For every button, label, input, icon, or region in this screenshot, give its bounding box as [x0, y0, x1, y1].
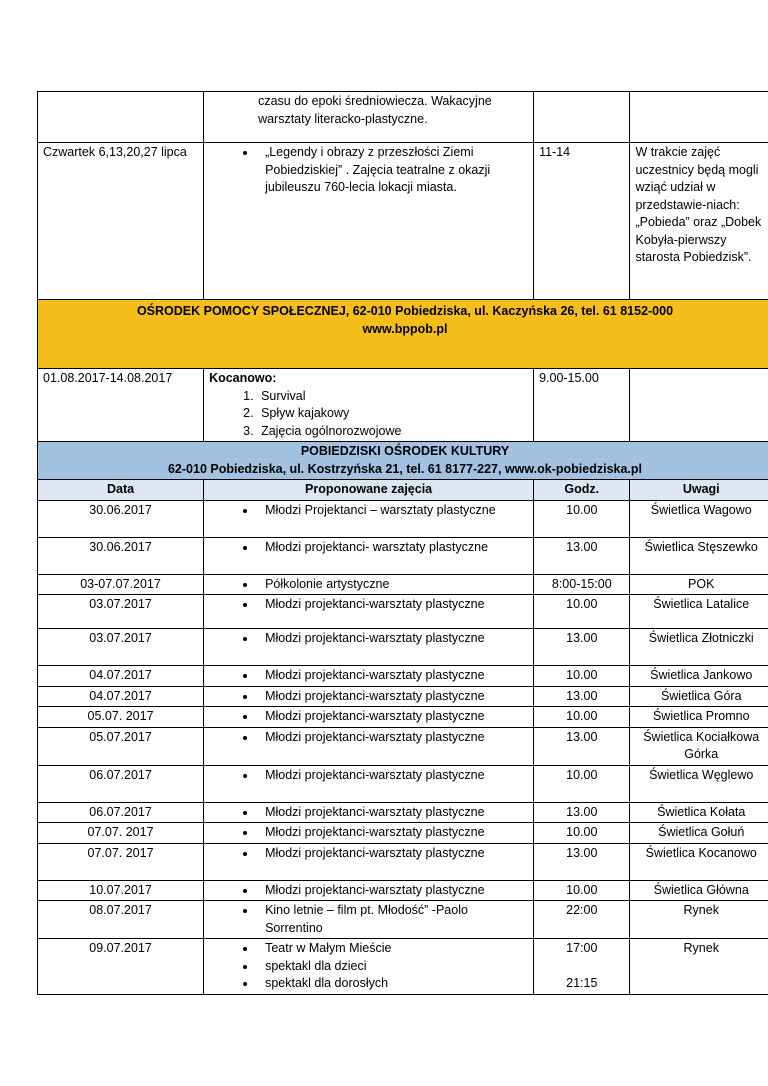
notes-cell: Świetlica Główna — [630, 880, 768, 901]
list-item: • Młodzi projektanci-warsztaty plastyczne — [257, 688, 528, 706]
hours-cell: 10.00 — [534, 765, 630, 802]
list-item: • Młodzi projektanci-warsztaty plastyczne — [257, 708, 528, 726]
table-row — [38, 901, 768, 939]
table-row — [38, 595, 768, 629]
section-header-cell — [38, 300, 768, 369]
notes-cell: Świetlica Promno — [630, 707, 768, 728]
place-label: Kocanowo: — [209, 371, 277, 385]
table-row — [38, 727, 768, 765]
date-cell: 03.07.2017 — [38, 629, 204, 666]
hours-cell — [534, 939, 630, 995]
activity-cell — [204, 823, 534, 844]
list-item: • Młodzi projektanci-warsztaty plastyczne — [257, 882, 528, 900]
activity-cell — [204, 939, 534, 995]
table-row — [38, 880, 768, 901]
list-item: • „Legendy i obrazy z przeszłości Ziemi Pobiedziskiej” . Zajęcia teatralne z okazji jubileuszu 760-lecia lokacji miasta. — [257, 144, 528, 197]
notes-cell: Świetlica Węglewo — [630, 765, 768, 802]
list-item: • Teatr w Małym Mieście — [257, 940, 528, 958]
hours-cell: 10.00 — [534, 707, 630, 728]
hours-cell: 13.00 — [534, 727, 630, 765]
date-cell: 05.07.2017 — [38, 727, 204, 765]
notes-cell: Świetlica Latalice — [630, 595, 768, 629]
table-row — [38, 537, 768, 574]
date-cell: 06.07.2017 — [38, 802, 204, 823]
activity-cell — [204, 843, 534, 880]
hours-value: 21:15 — [566, 975, 598, 990]
schedule-table — [37, 91, 768, 995]
notes-cell: Świetlica Kocanowo — [630, 843, 768, 880]
activity-cell: czasu do epoki średniowiecza. Wakacyjne warsztaty literacko-plastyczne. — [204, 92, 534, 143]
date-cell: 09.07.2017 — [38, 939, 204, 995]
activity-cell — [204, 595, 534, 629]
notes-cell: Świetlica Góra — [630, 686, 768, 707]
activity-cell — [204, 901, 534, 939]
notes-cell: Rynek — [630, 939, 768, 995]
column-header-date: Data — [38, 480, 204, 501]
activity-cell — [204, 537, 534, 574]
table-row — [38, 92, 768, 143]
date-cell: 06.07.2017 — [38, 765, 204, 802]
activity-cell — [204, 727, 534, 765]
list-item: • Młodzi projektanci-warsztaty plastyczne — [257, 767, 528, 785]
date-cell: 08.07.2017 — [38, 901, 204, 939]
notes-cell: Świetlica Złotniczki — [630, 629, 768, 666]
date-cell: 01.08.2017-14.08.2017 — [38, 369, 204, 442]
hours-cell: 10.00 — [534, 880, 630, 901]
hours-cell: 13.00 — [534, 843, 630, 880]
activity-cell — [204, 574, 534, 595]
hours-value: 17:00 — [566, 941, 598, 955]
list-item: • Młodzi projektanci- warsztaty plastyczne — [257, 539, 528, 557]
list-item: • Kino letnie – film pt. Młodość” -Paolo Sorrentino — [257, 902, 528, 937]
table-row — [38, 686, 768, 707]
hours-cell: 10.00 — [534, 500, 630, 537]
list-item: • spektakl dla dzieci — [257, 958, 528, 976]
notes-cell: Świetlica Gołuń — [630, 823, 768, 844]
activity-cell — [204, 666, 534, 687]
date-cell: 30.06.2017 — [38, 500, 204, 537]
list-item: • spektakl dla dorosłych — [257, 975, 528, 993]
notes-cell: Świetlica Kociałkowa Górka — [630, 727, 768, 765]
date-cell — [38, 92, 204, 143]
section-title: OŚRODEK POMOCY SPOŁECZNEJ, 62-010 Pobiedziska, ul. Kaczyńska 26, tel. 61 8152-000 — [136, 304, 674, 318]
activity-cell — [204, 765, 534, 802]
notes-cell — [630, 92, 768, 143]
table-row — [38, 369, 768, 442]
list-item: 2. Spływ kajakowy — [257, 405, 528, 423]
date-cell: Czwartek 6,13,20,27 lipca — [38, 143, 204, 300]
activity-cell — [204, 707, 534, 728]
notes-cell: Świetlica Stęszewko — [630, 537, 768, 574]
table-row — [38, 574, 768, 595]
notes-cell — [630, 369, 768, 442]
table-row — [38, 765, 768, 802]
list-item: • Młodzi projektanci-warsztaty plastyczne — [257, 729, 528, 747]
hours-cell: 22:00 — [534, 901, 630, 939]
notes-cell: Świetlica Jankowo — [630, 666, 768, 687]
table-row — [38, 143, 768, 300]
table-row — [38, 843, 768, 880]
date-cell: 30.06.2017 — [38, 537, 204, 574]
spacer — [539, 958, 624, 975]
hours-cell: 11-14 — [534, 143, 630, 300]
hours-cell: 13.00 — [534, 537, 630, 574]
hours-cell: 10.00 — [534, 595, 630, 629]
list-item: • Młodzi projektanci-warsztaty plastyczne — [257, 667, 528, 685]
notes-cell: Świetlica Kołata — [630, 802, 768, 823]
activity-cell — [204, 880, 534, 901]
list-item: • Młodzi projektanci-warsztaty plastyczne — [257, 630, 528, 648]
hours-cell: 13.00 — [534, 686, 630, 707]
activity-cell — [204, 500, 534, 537]
activity-cell — [204, 369, 534, 442]
list-item: 1. Survival — [257, 388, 528, 406]
list-item: • Młodzi Projektanci – warsztaty plastyczne — [257, 502, 528, 520]
section-header-pok — [38, 442, 768, 480]
table-row — [38, 629, 768, 666]
list-item: • Młodzi projektanci-warsztaty plastyczne — [257, 804, 528, 822]
notes-cell: POK — [630, 574, 768, 595]
table-row — [38, 500, 768, 537]
table-row — [38, 802, 768, 823]
date-cell: 05.07. 2017 — [38, 707, 204, 728]
section-header-ops — [38, 300, 768, 369]
column-header-row — [38, 480, 768, 501]
activity-cell — [204, 802, 534, 823]
hours-cell: 8:00-15:00 — [534, 574, 630, 595]
hours-cell: 10.00 — [534, 666, 630, 687]
date-cell: 03-07.07.2017 — [38, 574, 204, 595]
hours-cell — [534, 92, 630, 143]
list-item: • Młodzi projektanci-warsztaty plastyczne — [257, 824, 528, 842]
activity-cell — [204, 143, 534, 300]
date-cell: 07.07. 2017 — [38, 843, 204, 880]
activity-cell — [204, 686, 534, 707]
table-row — [38, 823, 768, 844]
list-item: • Młodzi projektanci-warsztaty plastyczne — [257, 596, 528, 614]
list-item: • Młodzi projektanci-warsztaty plastyczne — [257, 845, 528, 863]
column-header-activity: Proponowane zajęcia — [204, 480, 534, 501]
date-cell: 07.07. 2017 — [38, 823, 204, 844]
notes-cell: W trakcie zajęć uczestnicy będą mogli wziąć udział w przedstawie-niach: „Pobieda” oraz „Dobek Kobyła-pierwszy starosta Pobiedzisk”. — [630, 143, 768, 300]
notes-cell: Rynek — [630, 901, 768, 939]
date-cell: 10.07.2017 — [38, 880, 204, 901]
hours-cell: 9.00-15.00 — [534, 369, 630, 442]
table-row — [38, 666, 768, 687]
date-cell: 04.07.2017 — [38, 686, 204, 707]
hours-cell: 10.00 — [534, 823, 630, 844]
column-header-hours: Godz. — [534, 480, 630, 501]
table-row — [38, 939, 768, 995]
activity-cell — [204, 629, 534, 666]
date-cell: 03.07.2017 — [38, 595, 204, 629]
hours-cell: 13.00 — [534, 802, 630, 823]
hours-cell: 13.00 — [534, 629, 630, 666]
list-item: 3. Zajęcia ogólnorozwojowe — [257, 423, 528, 441]
section-website: www.bppob.pl — [362, 321, 448, 336]
notes-cell: Świetlica Wagowo — [630, 500, 768, 537]
section-address: 62-010 Pobiedziska, ul. Kostrzyńska 21, tel. 61 8177-227, www.ok-pobiedziska.pl — [167, 461, 643, 476]
list-item: • Półkolonie artystyczne — [257, 576, 528, 594]
table-row — [38, 707, 768, 728]
section-title: POBIEDZISKI OŚRODEK KULTURY — [300, 444, 510, 458]
column-header-notes: Uwagi — [630, 480, 768, 501]
date-cell: 04.07.2017 — [38, 666, 204, 687]
section-header-cell — [38, 442, 768, 480]
